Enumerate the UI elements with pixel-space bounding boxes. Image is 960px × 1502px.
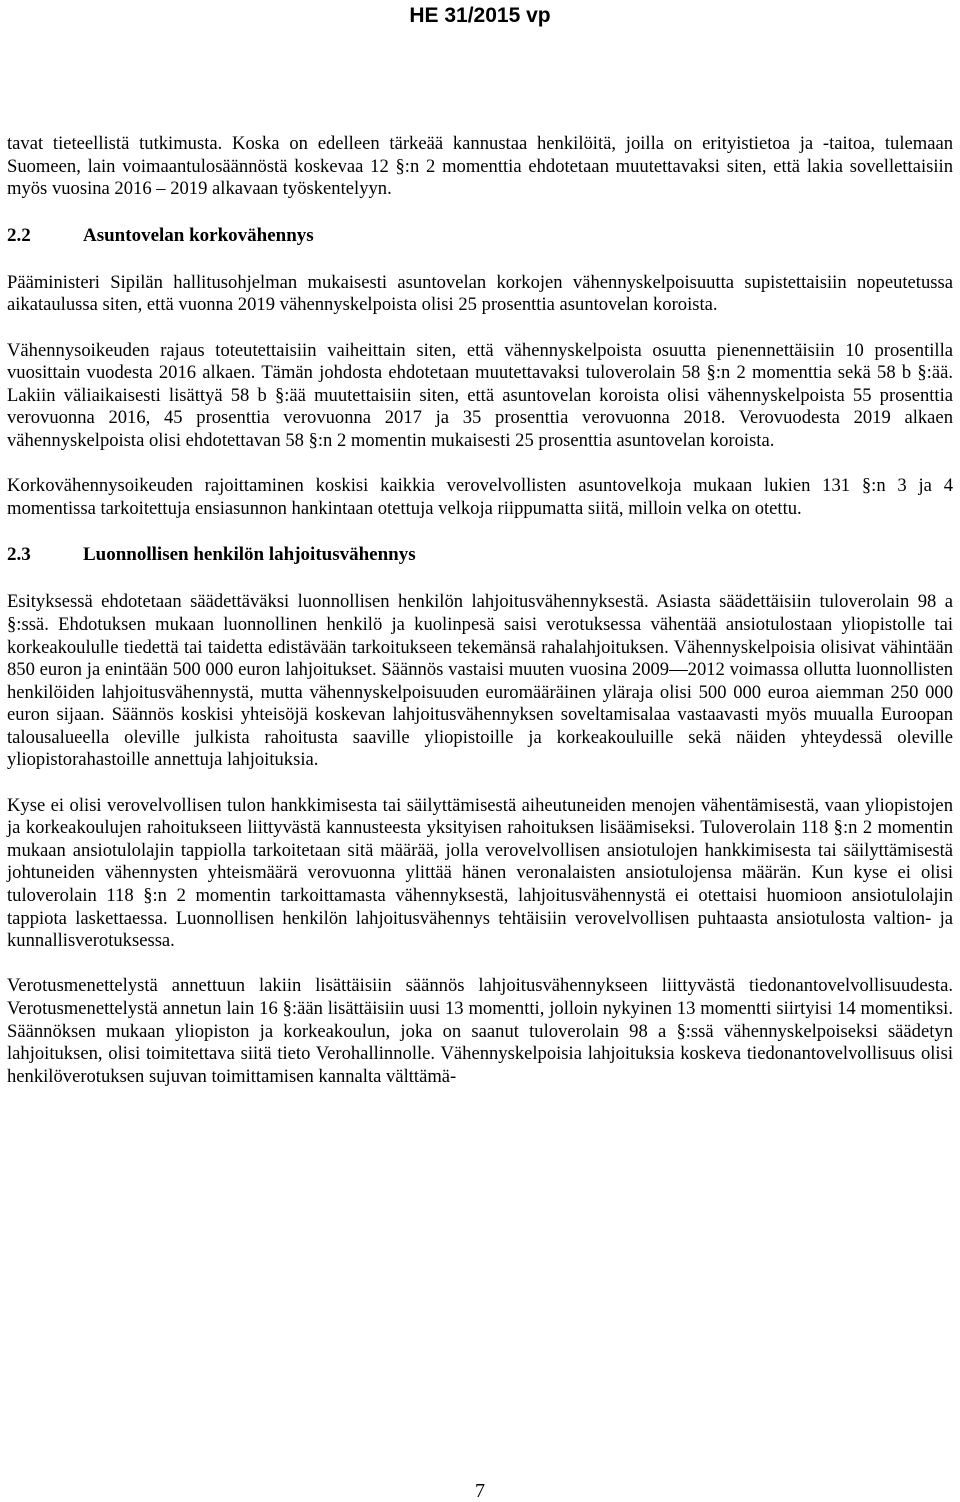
section-heading-2-3 <box>7 544 953 566</box>
page-number: 7 <box>475 1480 485 1502</box>
document-id: HE 31/2015 vp <box>409 4 551 27</box>
section-heading-2-2 <box>7 225 953 247</box>
section-number: 2.2 <box>7 224 31 246</box>
section-title: Asuntovelan korkovähennys <box>83 224 314 246</box>
paragraph: Vähennysoikeuden rajaus toteutettaisiin vaiheittain siten, että vähennyskelpoista osuutta pienennettäisiin 10 prosentilla vuosittain vuodesta 2016 alkaen. Tämän johdosta ehdotetaan muutettavaksi tuloverolain 58 §:n 2 momenttia sekä 58 b §:ää. Lakiin väliaikaisesti lisättyä 58 b §:ää muutettaisiin siten, että asuntovelan koroista olisi vähennyskelpoista 55 prosenttia verovuonna 2016, 45 prosenttia verovuonna 2017 ja 35 prosenttia verovuonna 2018. Verovuodesta 2019 alkaen vähennyskelpoista olisi ehdotettavan 58 §:n 2 momentin mukaisesti 25 prosenttia asuntovelan koroista. <box>7 339 953 451</box>
section-number: 2.3 <box>7 544 31 566</box>
paragraph: Verotusmenettelystä annettuun lakiin lisättäisiin säännös lahjoitusvähennykseen liittyvästä tiedonantovelvollisuudesta. Verotusmenettelystä annetun lain 16 §:ään lisättäisiin uusi 13 momentti, jolloin nykyinen 13 momentti siirtyisi 14 momentiksi. Säännöksen mukaan yliopiston ja korkeakoulun, joka on saanut tuloverolain 98 a §:ssä vähennyskelpoiseksi säädetyn lahjoituksen, olisi toimitettava siitä tieto Verohallinnolle. Vähennyskelpoisia lahjoituksia koskeva tiedonantovelvollisuus olisi henkilöverotuksen sujuvan toimittamisen kannalta välttämä- <box>7 975 953 1087</box>
section-title: Luonnollisen henkilön lahjoitusvähennys <box>83 544 416 566</box>
paragraph: Pääministeri Sipilän hallitusohjelman mukaisesti asuntovelan korkojen vähennyskelpoisuutta supistettaisiin nopeutetussa aikataulussa siten, että vuonna 2019 vähennyskelpoista olisi 25 prosenttia asuntovelan koroista. <box>7 271 953 316</box>
document-body <box>7 133 953 1088</box>
paragraph: Esityksessä ehdotetaan säädettäväksi luonnollisen henkilön lahjoitusvähennyksestä. Asiasta säädettäisiin tuloverolain 98 a §:ssä. Ehdotuksen mukaan luonnollinen henkilö ja kuolinpesä saisi verotuksessa vähentää ansiotulostaan yliopistolle tai korkeakoululle tiedettä tai taidetta edistävään tarkoitukseen tekemänsä rahalahjoituksen. Vähennyskelpoisia olisivat vähintään 850 euron ja enintään 500 000 euron lahjoitukset. Säännös vastaisi muuten vuosina 2009—2012 voimassa ollutta luonnollisten henkilöiden lahjoitusvähennystä, mutta vähennyskelpoisuuden euromääräinen yläraja olisi 500 000 euroa aiemman 250 000 euron sijaan. Säännös koskisi yhteisöjä koskevan lahjoitusvähennyksen soveltamisalaa vastaavasti myös muualla Euroopan talousalueella oleville julkista rahoitusta saaville yliopistoille ja korkeakouluille sekä näiden yhteydessä oleville yliopistorahastoille annettuja lahjoituksia. <box>7 591 953 771</box>
document-header <box>0 0 960 30</box>
paragraph: Korkovähennysoikeuden rajoittaminen koskisi kaikkia verovelvollisten asuntovelkoja mukaan lukien 131 §:n 3 ja 4 momentissa tarkoitettuja ensiasunnon hankintaan otettuja velkoja riippumatta siitä, milloin velka on otettu. <box>7 475 953 519</box>
paragraph-intro: tavat tieteellistä tutkimusta. Koska on edelleen tärkeää kannustaa henkilöitä, joilla on erityistietoa ja -taitoa, tulemaan Suomeen, lain voimaantulosäännöstä koskevaa 12 §:n 2 momenttia ehdotetaan muutettavaksi siten, että lakia sovellettaisiin myös vuosina 2016 – 2019 alkavaan työskentelyyn. <box>7 133 953 200</box>
paragraph: Kyse ei olisi verovelvollisen tulon hankkimisesta tai säilyttämisestä aiheutuneiden menojen vähentämisestä, vaan yliopistojen ja korkeakoulujen rahoitukseen liittyvästä kannusteesta yksityisen rahoituksen lisäämiseksi. Tuloverolain 118 §:n 2 momentin mukaan ansiotulolajin tappiolla tarkoitetaan sitä määrää, jolla verovelvollisen ansiotulojen hankkimisesta tai säilyttämisestä johtuneiden vähennysten yhteismäärä verovuonna ylittää hänen veronalaisten ansiotulojensa määrän. Kun kyse ei olisi tuloverolain 118 §:n 2 momentin tarkoittamasta vähennyksestä, lahjoitusvähennystä ei otettaisi huomioon ansiotulolajin tappiota laskettaessa. Luonnollisen henkilön lahjoitusvähennys tehtäisiin verovelvollisen puhtaasta ansiotulosta valtion- ja kunnallisverotuksessa. <box>7 794 953 952</box>
